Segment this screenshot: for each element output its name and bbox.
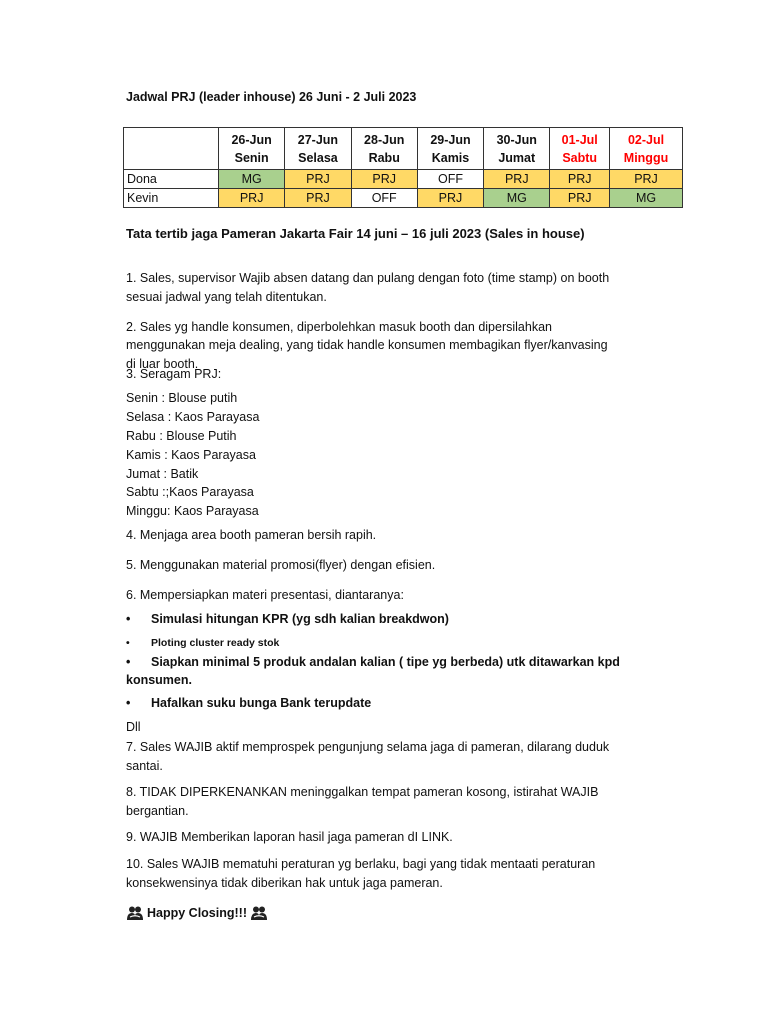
uniform-sunday: Minggu: Kaos Parayasa bbox=[126, 504, 259, 518]
dll-text: Dll bbox=[126, 720, 141, 734]
rule-5: 5. Menggunakan material promosi(flyer) dengan efisien. bbox=[126, 558, 436, 572]
rule-9: 9. WAJIB Memberikan laporan hasil jaga pameran dI LINK. bbox=[126, 830, 453, 844]
closing-text: Happy Closing!!! bbox=[147, 906, 247, 920]
shift-cell: MG bbox=[484, 189, 550, 208]
rule-10-line-2: konsekwensinya tidak diberikan hak untuk jaga pameran. bbox=[126, 876, 443, 890]
rule-7-line-2: santai. bbox=[126, 759, 163, 773]
shift-cell: PRJ bbox=[417, 189, 483, 208]
header-date-cell: 27-Jun Selasa bbox=[285, 128, 351, 170]
rule-6: 6. Mempersiapkan materi presentasi, diantaranya: bbox=[126, 588, 404, 602]
shift-cell: PRJ bbox=[351, 170, 417, 189]
rule-8-line-2: bergantian. bbox=[126, 804, 189, 818]
bullet-text: Siapkan minimal 5 produk andalan kalian ( tipe yg berbeda) utk ditawarkan kpd bbox=[151, 655, 620, 669]
header-date-cell: 26-Jun Senin bbox=[219, 128, 285, 170]
shift-cell: MG bbox=[219, 170, 285, 189]
schedule-header-row bbox=[124, 128, 683, 170]
uniform-monday: Senin : Blouse putih bbox=[126, 391, 238, 405]
header-date-cell-weekend: 02-Jul Minggu bbox=[610, 128, 683, 170]
schedule-row-kevin bbox=[124, 189, 683, 208]
shift-cell: PRJ bbox=[550, 189, 610, 208]
shift-cell: PRJ bbox=[285, 170, 351, 189]
uniform-tuesday: Selasa : Kaos Parayasa bbox=[126, 410, 260, 424]
row-name-cell: Kevin bbox=[124, 189, 219, 208]
header-date-cell-weekend: 01-Jul Sabtu bbox=[550, 128, 610, 170]
bullet-dot: • bbox=[126, 696, 131, 710]
header-date-cell: 30-Jun Jumat bbox=[484, 128, 550, 170]
rule-1-line-1: 1. Sales, supervisor Wajib absen datang dan pulang dengan foto (time stamp) on booth bbox=[126, 271, 610, 285]
shift-cell: PRJ bbox=[550, 170, 610, 189]
rules-title: Tata tertib jaga Pameran Jakarta Fair 14 juni – 16 juli 2023 (Sales in house) bbox=[126, 226, 585, 241]
rule-1-line-2: sesuai jadwal yang telah ditentukan. bbox=[126, 290, 327, 304]
rule-3-heading bbox=[126, 369, 221, 381]
bullet-text: Hafalkan suku bunga Bank terupdate bbox=[151, 696, 372, 710]
uniform-thursday: Kamis : Kaos Parayasa bbox=[126, 448, 256, 462]
shift-cell: PRJ bbox=[484, 170, 550, 189]
rule-8-line-1: 8. TIDAK DIPERKENANKAN meninggalkan tempat pameran kosong, istirahat WAJIB bbox=[126, 785, 599, 799]
bullet-text-continuation: konsumen. bbox=[126, 673, 192, 687]
uniform-saturday: Sabtu :;Kaos Parayasa bbox=[126, 485, 254, 499]
header-date-cell: 29-Jun Kamis bbox=[417, 128, 483, 170]
people-hugging-icon bbox=[126, 905, 144, 921]
shift-cell: MG bbox=[610, 189, 683, 208]
header-date-cell: 28-Jun Rabu bbox=[351, 128, 417, 170]
uniform-friday: Jumat : Batik bbox=[126, 467, 199, 481]
closing-line bbox=[126, 905, 268, 921]
uniform-wednesday: Rabu : Blouse Putih bbox=[126, 429, 237, 443]
rule-10-line-1: 10. Sales WAJIB mematuhi peraturan yg berlaku, bagi yang tidak mentaati peraturan bbox=[126, 857, 596, 871]
shift-cell: PRJ bbox=[285, 189, 351, 208]
schedule-row-dona bbox=[124, 170, 683, 189]
shift-cell: OFF bbox=[417, 170, 483, 189]
rule-2-line-3: di luar booth. bbox=[126, 357, 199, 371]
rule-3-heading-text: 3. Seragam PRJ: bbox=[126, 369, 222, 381]
header-corner-cell bbox=[124, 128, 219, 170]
row-name-cell: Dona bbox=[124, 170, 219, 189]
bullet-dot: • bbox=[126, 637, 130, 649]
bullet-text: Ploting cluster ready stok bbox=[151, 637, 280, 649]
bullet-text: Simulasi hitungan KPR (yg sdh kalian breakdwon) bbox=[151, 612, 449, 626]
people-hugging-icon bbox=[250, 905, 268, 921]
shift-cell: OFF bbox=[351, 189, 417, 208]
schedule-title: Jadwal PRJ (leader inhouse) 26 Juni - 2 Juli 2023 bbox=[126, 90, 417, 104]
schedule-table bbox=[123, 127, 683, 208]
shift-cell: PRJ bbox=[610, 170, 683, 189]
rule-4: 4. Menjaga area booth pameran bersih rapih. bbox=[126, 528, 377, 542]
bullet-dot: • bbox=[126, 655, 131, 669]
rule-2-line-1: 2. Sales yg handle konsumen, diperbolehkan masuk booth dan dipersilahkan bbox=[126, 320, 552, 334]
bullet-dot: • bbox=[126, 612, 131, 626]
rule-2-line-2: menggunakan meja dealing, yang tidak handle konsumen membagikan flyer/kanvasing bbox=[126, 338, 608, 352]
shift-cell: PRJ bbox=[219, 189, 285, 208]
rule-7-line-1: 7. Sales WAJIB aktif memprospek pengunjung selama jaga di pameran, dilarang duduk bbox=[126, 740, 610, 754]
